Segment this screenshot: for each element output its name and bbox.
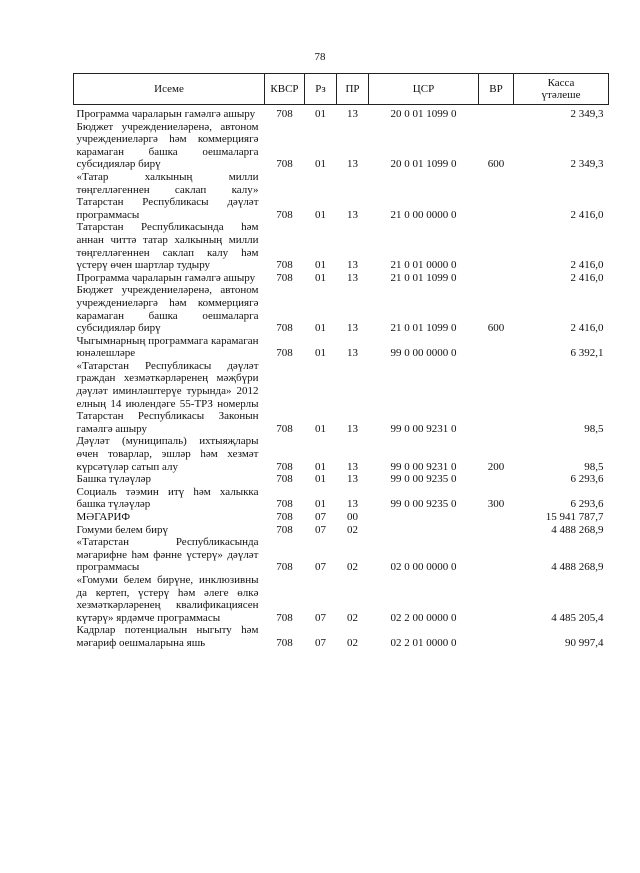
row-csr <box>369 524 479 537</box>
table-body <box>74 105 609 650</box>
row-amount: 2 349,3 <box>570 108 604 120</box>
header-vr: ВР <box>479 74 514 105</box>
row-csr: 21 0 01 0000 0 <box>390 259 457 272</box>
row-csr: 99 0 00 9235 0 <box>390 473 457 486</box>
table-row <box>74 473 609 486</box>
row-vr <box>479 105 514 121</box>
header-amount-line1: Касса <box>547 77 575 89</box>
row-amount: 2 416,0 <box>570 208 604 221</box>
table-row <box>74 536 609 574</box>
table-row <box>74 221 609 271</box>
row-csr: 21 0 01 1099 0 <box>390 271 457 284</box>
row-rz: 01 <box>315 422 326 435</box>
row-name: Бюджет учреждениеләренә, автоном учреждениеләргә һәм коммерциягә карамаган башка оешмаларга субсидияләр бирү <box>76 120 259 171</box>
row-amount: 2 416,0 <box>570 322 604 335</box>
row-pr: 02 <box>347 523 358 536</box>
row-name: Кадрлар потенциалын ныгыту һәм мәгариф оешмаларына яшь <box>76 624 259 649</box>
table-row <box>74 624 609 649</box>
header-rz: Рз <box>305 74 337 105</box>
row-vr <box>479 536 514 574</box>
row-kvsr: 708 <box>276 636 293 649</box>
row-name: Чыгымнарның программага карамаган юнәлешләре <box>76 334 259 360</box>
row-kvsr: 708 <box>276 460 293 473</box>
table-row <box>74 574 609 624</box>
row-amount: 6 293,6 <box>570 498 604 511</box>
row-csr: 99 0 00 9235 0 <box>390 498 457 511</box>
row-name: Программа чараларын гамәлгә ашыру <box>76 108 256 120</box>
row-csr: 99 0 00 9231 0 <box>390 422 457 435</box>
table-row <box>74 171 609 221</box>
row-amount: 15 941 787,7 <box>545 511 604 523</box>
row-pr: 13 <box>347 108 358 120</box>
row-name: Дәүләт (муниципаль) ихтыяҗлары өчен товарлар, эшләр һәм хезмәт күрсәтүләр сатып алу <box>76 435 259 473</box>
row-csr: 20 0 01 1099 0 <box>390 108 457 120</box>
row-rz: 07 <box>315 523 326 536</box>
row-pr: 13 <box>347 498 358 511</box>
row-vr: 200 <box>487 460 505 473</box>
row-kvsr: 708 <box>276 158 293 171</box>
row-name: Башка түләүләр <box>76 473 152 486</box>
row-rz: 01 <box>315 259 326 272</box>
row-vr <box>479 473 514 486</box>
row-kvsr: 708 <box>276 498 293 511</box>
row-csr <box>369 511 479 524</box>
row-amount: 6 293,6 <box>570 473 604 486</box>
row-pr: 13 <box>347 259 358 272</box>
row-rz: 07 <box>315 511 326 523</box>
row-rz: 01 <box>315 322 326 335</box>
row-amount: 4 488 268,9 <box>551 523 604 536</box>
page-number: 78 <box>314 51 326 63</box>
row-rz: 01 <box>315 347 326 360</box>
row-vr <box>479 574 514 624</box>
table-row <box>74 335 609 360</box>
row-kvsr: 708 <box>276 208 293 221</box>
row-vr <box>479 171 514 221</box>
row-vr <box>479 511 514 524</box>
row-vr: 600 <box>487 158 505 171</box>
row-kvsr: 708 <box>276 322 293 335</box>
row-name: «Гомуми белем бирүне, инклюзивны да кертеп, үстерү һәм әлеге өлкә хезмәткәрләренең квалификациясен күтәрү» ярдәмче программасы <box>76 573 259 624</box>
row-rz: 01 <box>315 473 326 486</box>
row-csr: 99 0 00 0000 0 <box>390 347 457 360</box>
table-row <box>74 511 609 524</box>
row-pr: 02 <box>347 611 358 624</box>
row-pr: 02 <box>347 561 358 574</box>
row-rz: 07 <box>315 611 326 624</box>
row-csr: 21 0 00 0000 0 <box>390 208 457 221</box>
row-amount: 98,5 <box>584 422 604 435</box>
row-amount: 2 416,0 <box>570 271 604 284</box>
budget-table <box>73 73 609 650</box>
row-csr: 20 0 01 1099 0 <box>390 158 457 171</box>
table-row <box>74 284 609 334</box>
row-name: Программа чараларын гамәлгә ашыру <box>76 271 256 284</box>
row-csr: 02 0 00 0000 0 <box>390 561 457 574</box>
row-name: Бюджет учреждениеләренә, автоном учреждениеләргә һәм коммерциягә карамаган башка оешмаларга субсидияләр бирү <box>76 284 259 335</box>
row-amount: 90 997,4 <box>565 636 604 649</box>
row-name: «Татар халкының милли төңгелләгеннен саклап калу» Татарстан Республикасы дәүләт программасы <box>76 170 259 221</box>
row-pr: 13 <box>347 347 358 360</box>
row-amount: 98,5 <box>584 460 604 473</box>
row-vr <box>479 335 514 360</box>
table-row <box>74 105 609 121</box>
row-name: Социаль тәэмин итү һәм халыкка башка түләүләр <box>76 485 259 511</box>
row-kvsr: 708 <box>276 347 293 360</box>
row-rz: 07 <box>315 561 326 574</box>
header-name: Исеме <box>74 74 265 105</box>
row-kvsr: 708 <box>276 271 293 284</box>
header-amount-line2: үтәлеше <box>541 89 581 101</box>
row-csr: 99 0 00 9231 0 <box>390 460 457 473</box>
row-amount: 2 349,3 <box>570 158 604 171</box>
header-kvsr: КВСР <box>265 74 305 105</box>
row-vr <box>479 624 514 649</box>
row-pr: 13 <box>347 422 358 435</box>
header-pr: ПР <box>337 74 369 105</box>
row-vr <box>479 221 514 271</box>
row-amount: 4 488 268,9 <box>551 561 604 574</box>
row-kvsr: 708 <box>276 523 293 536</box>
row-rz: 01 <box>315 208 326 221</box>
row-name: МӘГАРИФ <box>76 511 131 523</box>
header-csr: ЦСР <box>369 74 479 105</box>
row-pr: 13 <box>347 322 358 335</box>
row-rz: 01 <box>315 498 326 511</box>
row-pr: 13 <box>347 208 358 221</box>
row-kvsr: 708 <box>276 259 293 272</box>
row-vr: 300 <box>487 498 505 511</box>
header-amount <box>514 74 609 105</box>
row-pr: 13 <box>347 271 358 284</box>
table-row <box>74 524 609 537</box>
row-rz: 07 <box>315 636 326 649</box>
table-row <box>74 121 609 171</box>
row-name: «Татарстан Республикасында мәгарифне һәм фәнне үстерү» дәүләт программасы <box>76 536 259 574</box>
row-rz: 01 <box>315 271 326 284</box>
row-pr: 02 <box>347 636 358 649</box>
row-vr: 600 <box>487 322 505 335</box>
row-rz: 01 <box>315 108 326 120</box>
table-row <box>74 360 609 436</box>
row-kvsr: 708 <box>276 108 293 120</box>
row-csr: 21 0 01 1099 0 <box>390 322 457 335</box>
row-rz: 01 <box>315 158 326 171</box>
row-name: Гомуми белем бирү <box>76 523 168 536</box>
row-vr <box>479 272 514 285</box>
table-row <box>74 435 609 473</box>
row-kvsr: 708 <box>276 511 293 523</box>
row-vr <box>479 360 514 436</box>
row-kvsr: 708 <box>276 561 293 574</box>
row-rz: 01 <box>315 460 326 473</box>
row-pr: 00 <box>347 511 358 523</box>
table-header <box>74 74 609 105</box>
row-amount: 2 416,0 <box>570 259 604 272</box>
row-kvsr: 708 <box>276 611 293 624</box>
row-amount: 6 392,1 <box>570 347 604 360</box>
table-row <box>74 486 609 511</box>
row-vr <box>479 524 514 537</box>
table-row <box>74 272 609 285</box>
row-pr: 13 <box>347 460 358 473</box>
row-name: «Татарстан Республикасы дәүләт граждан хезмәткәрләренең мәҗбүри дәүләт иминләштерүе турында» 2012 елның 14 июлендәге 55-ТРЗ номерлы Татарстан Республикасы Законын гамәлгә ашыру <box>76 359 259 435</box>
row-kvsr: 708 <box>276 473 293 486</box>
row-csr: 02 2 00 0000 0 <box>390 611 457 624</box>
row-pr: 13 <box>347 473 358 486</box>
row-kvsr: 708 <box>276 422 293 435</box>
row-name: Татарстан Республикасында һәм аннан читтә татар халкының милли төңгелләгеннен саклап калу һәм үстерү өчен шартлар тудыру <box>76 221 259 272</box>
row-pr: 13 <box>347 158 358 171</box>
row-amount: 4 485 205,4 <box>551 611 604 624</box>
row-csr: 02 2 01 0000 0 <box>390 636 457 649</box>
